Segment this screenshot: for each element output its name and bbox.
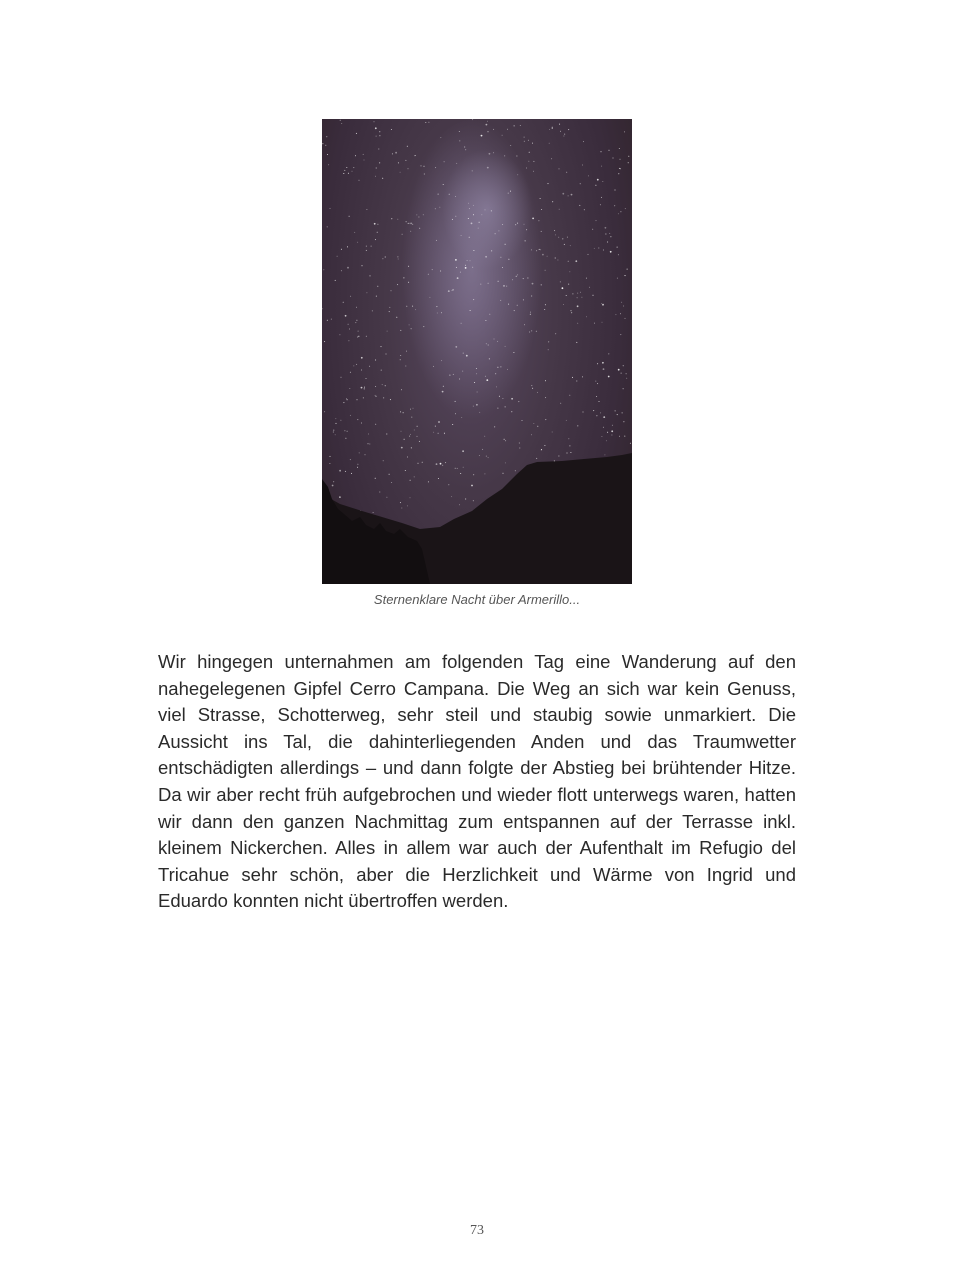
page-number: 73 (470, 1223, 484, 1238)
figure-caption: Sternenklare Nacht über Armerillo... (373, 592, 581, 607)
body-paragraph: Wir hingegen unternahmen am folgenden Tag eine Wanderung auf den nahegelegenen Gipfel Cerro Campana. Die Weg an sich war kein Genuss, viel Strasse, Schotterweg, sehr steil und staubig sowie unmarkiert. Die Aussicht ins Tal, die dahinterliegenden Anden und das Traumwetter entschädigten allerdings – und dann folgte der Abstieg bei brühtender Hitze. Da wir aber recht früh aufgebrochen und wieder flott unterwegs waren, hatten wir dann den ganzen Nachmittag zum entspannen auf der Terrasse inkl. kleinem Nickerchen. Alles in allem war auch der Aufenthalt im Refugio del Tricahue sehr schön, aber die Herzlichkeit und Wärme von Ingrid und Eduardo konnten nicht übertroffen werden. (158, 651, 796, 912)
starry-night-photo (322, 119, 632, 584)
